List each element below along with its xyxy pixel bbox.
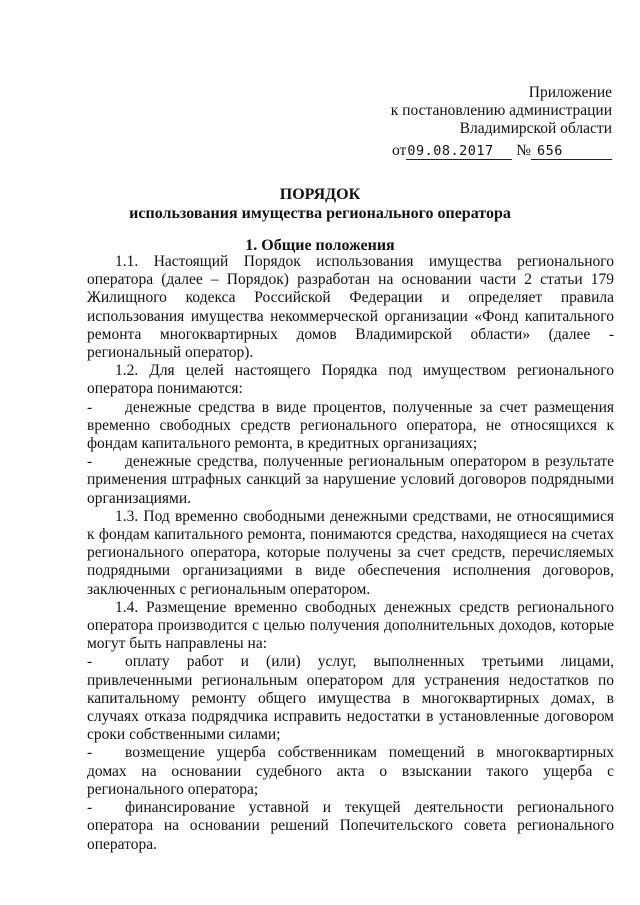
number-prefix: № bbox=[516, 142, 531, 159]
paragraph-1-1: 1.1. Настоящий Порядок использования имущества регионального оператора (далее – Порядок) разработан на основании части 2 статьи 179 Жилищного кодекса Российской Федерации и определяет правила использования имущества некоммерческой организации «Фонд капитального ремонта многоквартирных домов Владимирской области» (далее - региональный оператор). bbox=[87, 253, 614, 362]
list-item: - денежные средства, полученные региональным оператором в результате применения штрафных санкций за нарушение условий договоров подрядными организациями. bbox=[87, 453, 614, 508]
list-item: - денежные средства в виде процентов, полученные за счет размещения временно свободных средств регионального оператора, не относящихся к фондам капитального ремонта, в кредитных организациях; bbox=[87, 399, 614, 454]
list-item: - финансирование уставной и текущей деятельности регионального оператора на основании решений Попечительского совета регионального оператора. bbox=[87, 799, 614, 854]
document-subtitle: использования имущества регионального оператора bbox=[129, 205, 511, 222]
date-number-line bbox=[391, 142, 612, 160]
appendix-header bbox=[391, 84, 612, 160]
date-prefix: от bbox=[392, 142, 407, 159]
date-value: 09.08.2017 bbox=[406, 143, 512, 160]
document-title: ПОРЯДОК bbox=[279, 186, 361, 203]
paragraph-1-4: 1.4. Размещение временно свободных денежных средств регионального оператора производится с целью получения дополнительных доходов, которые могут быть направлены на: bbox=[87, 598, 614, 653]
number-value: 656 bbox=[531, 143, 612, 160]
document-title-block bbox=[0, 185, 640, 223]
appendix-resolution: к постановлению администрации bbox=[390, 102, 612, 119]
appendix-label: Приложение bbox=[528, 84, 612, 101]
appendix-region: Владимирской области bbox=[459, 120, 612, 137]
document-body bbox=[87, 253, 614, 854]
section-title: 1. Общие положения bbox=[245, 237, 395, 254]
list-item: - возмещение ущерба собственникам помещений в многоквартирных домах на основании судебного акта о взыскании такого ущерба с регионального оператора; bbox=[87, 744, 614, 799]
paragraph-1-3: 1.3. Под временно свободными денежными средствами, не относящимися к фондам капитального ремонта, понимаются средства, находящиеся на счетах регионального оператора, которые получены за счет средств, перечисляемых подрядными организациями в виде обеспечения исполнения договоров, заключенных с региональным оператором. bbox=[87, 507, 614, 598]
list-item: - оплату работ и (или) услуг, выполненных третьими лицами, привлеченными региональным оператором для устранения недостатков по капитальному ремонту общего имущества в многоквартирных домах, в случаях отказа подрядчика исправить недостатки в установленные договором сроки собственными силами; bbox=[87, 653, 614, 744]
paragraph-1-2: 1.2. Для целей настоящего Порядка под имуществом регионального оператора понимаются: bbox=[87, 362, 614, 398]
